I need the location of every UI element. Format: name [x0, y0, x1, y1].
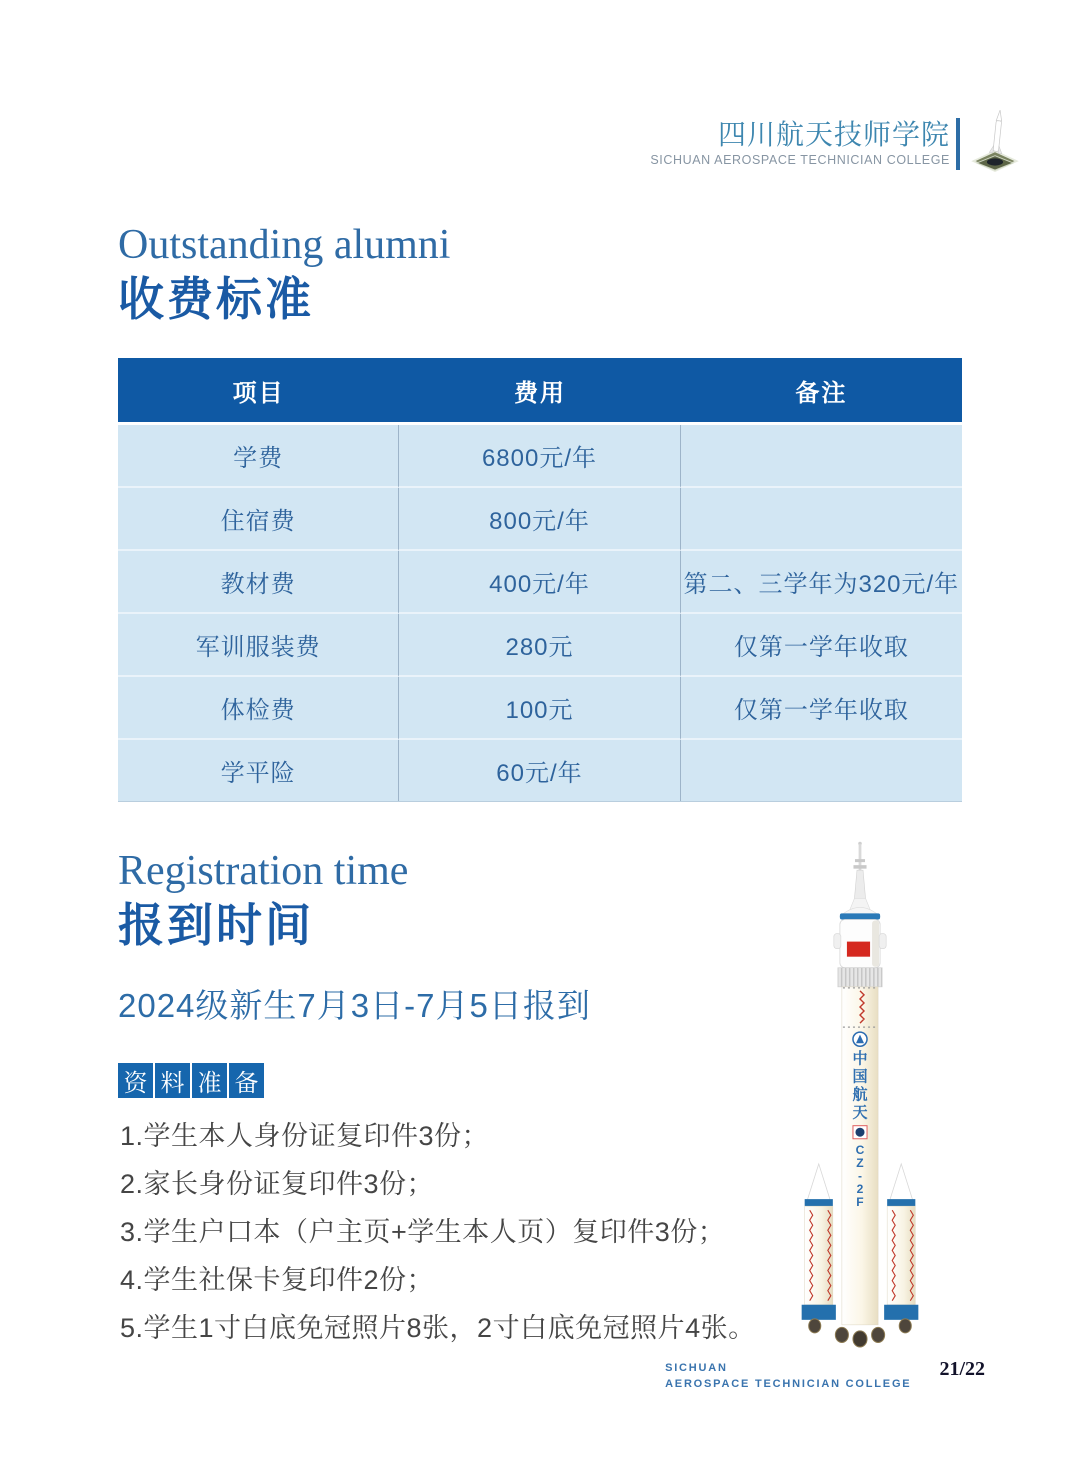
table-row — [118, 551, 962, 614]
materials-label-char: 料 — [155, 1063, 192, 1098]
materials-label — [118, 1063, 264, 1098]
footer-college-line1: SICHUAN — [665, 1362, 728, 1374]
rocket-body-label-char: 天 — [852, 1104, 868, 1122]
registration-title-cn: 报到时间 — [118, 899, 314, 951]
cell-item: 学费 — [118, 425, 399, 488]
materials-list — [120, 1122, 778, 1343]
registration-date: 2024级新生7月3日-7月5日报到 — [118, 987, 591, 1024]
cell-note — [681, 740, 962, 801]
list-item: 1.学生本人身份证复印件3份； — [120, 1121, 490, 1151]
footer — [665, 1360, 985, 1392]
table-row — [118, 614, 962, 677]
college-name-block — [650, 120, 950, 168]
rocket-model-char: C — [855, 1142, 865, 1157]
rocket-model-char: 2 — [856, 1182, 864, 1197]
cell-item: 学平险 — [118, 740, 399, 801]
rocket-model-char: - — [857, 1169, 863, 1184]
list-item: 3.学生户口本（户主页+学生本人页）复印件3份； — [120, 1217, 726, 1247]
cell-item: 体检费 — [118, 677, 399, 740]
cell-note: 第二、三学年为320元/年 — [681, 551, 962, 614]
table-row — [118, 677, 962, 740]
col-header-fee: 费用 — [399, 358, 680, 425]
college-logo-icon — [968, 104, 1022, 184]
col-header-item: 项目 — [118, 358, 399, 425]
fees-table — [118, 358, 962, 802]
cell-note — [681, 488, 962, 551]
list-item: 5.学生1寸白底免冠照片8张，2寸白底免冠照片4张。 — [120, 1313, 756, 1343]
table-row — [118, 740, 962, 801]
rocket-image — [782, 840, 938, 1348]
col-header-note: 备注 — [681, 358, 962, 425]
cell-note: 仅第一学年收取 — [681, 614, 962, 677]
fees-section — [118, 222, 962, 802]
registration-title-en: Registration time — [118, 848, 409, 894]
cell-fee: 800元/年 — [399, 488, 680, 551]
rocket-model-char: F — [856, 1195, 864, 1210]
cell-fee: 280元 — [399, 614, 680, 677]
cell-fee: 60元/年 — [399, 740, 680, 801]
header-brand — [650, 104, 1022, 184]
college-name-cn: 四川航天技师学院 — [717, 119, 950, 150]
rocket-body-label-char: 国 — [852, 1068, 868, 1086]
materials-label-char: 准 — [192, 1063, 229, 1098]
cell-fee: 100元 — [399, 677, 680, 740]
cell-item: 教材费 — [118, 551, 399, 614]
cell-item: 军训服装费 — [118, 614, 399, 677]
registration-section — [118, 848, 778, 1362]
rocket-body-label-char: 航 — [852, 1086, 868, 1104]
materials-label-char: 资 — [118, 1063, 155, 1098]
cell-fee: 400元/年 — [399, 551, 680, 614]
list-item: 4.学生社保卡复印件2份； — [120, 1265, 435, 1295]
college-name-en: SICHUAN AEROSPACE TECHNICIAN COLLEGE — [650, 153, 950, 167]
table-row — [118, 425, 962, 488]
fees-title-cn: 收费标准 — [118, 273, 314, 325]
table-row — [118, 488, 962, 551]
footer-college-line2: AEROSPACE TECHNICIAN COLLEGE — [665, 1378, 912, 1390]
rocket-model-char: Z — [856, 1155, 864, 1170]
header-divider — [956, 118, 960, 170]
cell-item: 住宿费 — [118, 488, 399, 551]
list-item: 2.家长身份证复印件3份； — [120, 1169, 435, 1199]
cell-note: 仅第一学年收取 — [681, 677, 962, 740]
fees-table-header-row — [118, 358, 962, 425]
fees-title-en: Outstanding alumni — [118, 222, 451, 268]
rocket-body-label-char: 中 — [852, 1050, 868, 1068]
materials-label-char: 备 — [229, 1063, 264, 1098]
cell-fee: 6800元/年 — [399, 425, 680, 488]
cell-note — [681, 425, 962, 488]
footer-college-name — [665, 1360, 911, 1392]
page-number: 21/22 — [939, 1358, 985, 1380]
